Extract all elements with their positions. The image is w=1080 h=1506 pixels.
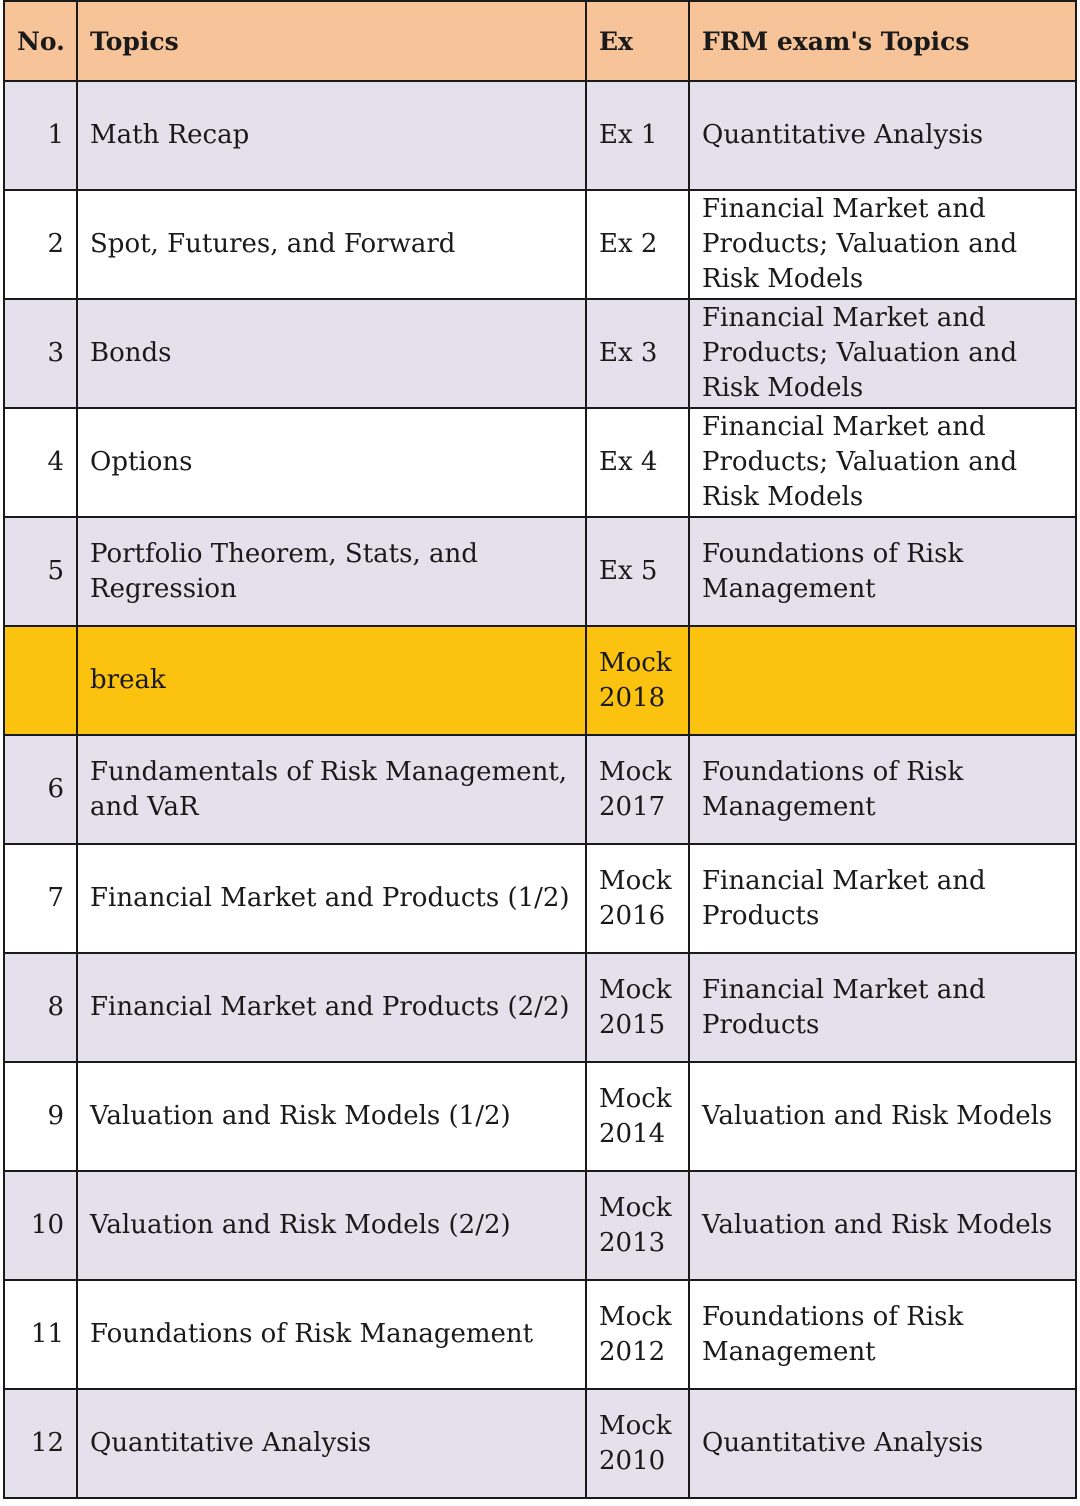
- course-schedule-table: [3, 0, 1077, 1499]
- row-ex: Ex 2: [586, 190, 689, 299]
- row-number: 2: [4, 190, 77, 299]
- row-topic: Valuation and Risk Models (1/2): [77, 1062, 586, 1171]
- row-topic: Financial Market and Products (1/2): [77, 844, 586, 953]
- header-ex: Ex: [586, 1, 689, 81]
- row-frm-topic: Foundations of Risk Management: [689, 1280, 1076, 1389]
- table-row: [4, 953, 1076, 1062]
- row-ex: Ex 3: [586, 299, 689, 408]
- row-ex: Mock 2017: [586, 735, 689, 844]
- row-number: 7: [4, 844, 77, 953]
- row-ex: Ex 1: [586, 81, 689, 190]
- row-number: 11: [4, 1280, 77, 1389]
- row-frm-topic: Financial Market and Products: [689, 844, 1076, 953]
- table-row: [4, 735, 1076, 844]
- table-row: [4, 1389, 1076, 1498]
- row-frm-topic: Financial Market and Products; Valuation and Risk Models: [689, 190, 1076, 299]
- row-ex: Mock 2015: [586, 953, 689, 1062]
- table-row: [4, 517, 1076, 626]
- row-topic: Spot, Futures, and Forward: [77, 190, 586, 299]
- row-number: 12: [4, 1389, 77, 1498]
- row-number: 10: [4, 1171, 77, 1280]
- break-row: [4, 626, 1076, 735]
- row-topic: Quantitative Analysis: [77, 1389, 586, 1498]
- row-topic: Bonds: [77, 299, 586, 408]
- row-frm-topic: Financial Market and Products: [689, 953, 1076, 1062]
- row-topic: Financial Market and Products (2/2): [77, 953, 586, 1062]
- table-row: [4, 1171, 1076, 1280]
- row-topic: break: [77, 626, 586, 735]
- row-ex: Mock 2016: [586, 844, 689, 953]
- row-frm-topic: Financial Market and Products; Valuation and Risk Models: [689, 299, 1076, 408]
- row-number: 8: [4, 953, 77, 1062]
- row-topic: Foundations of Risk Management: [77, 1280, 586, 1389]
- header-topics: Topics: [77, 1, 586, 81]
- header-row: [4, 1, 1076, 81]
- row-topic: Valuation and Risk Models (2/2): [77, 1171, 586, 1280]
- table-row: [4, 299, 1076, 408]
- row-ex: Ex 4: [586, 408, 689, 517]
- table-row: [4, 1280, 1076, 1389]
- row-ex: Mock 2014: [586, 1062, 689, 1171]
- row-topic: Options: [77, 408, 586, 517]
- row-frm-topic: Foundations of Risk Management: [689, 735, 1076, 844]
- table-row: [4, 1062, 1076, 1171]
- row-topic: Fundamentals of Risk Management, and VaR: [77, 735, 586, 844]
- table-row: [4, 190, 1076, 299]
- row-number: 9: [4, 1062, 77, 1171]
- row-topic: Math Recap: [77, 81, 586, 190]
- row-frm-topic: [689, 626, 1076, 735]
- table-row: [4, 408, 1076, 517]
- header-no: No.: [4, 1, 77, 81]
- row-ex: Mock 2010: [586, 1389, 689, 1498]
- row-frm-topic: Quantitative Analysis: [689, 81, 1076, 190]
- row-ex: Ex 5: [586, 517, 689, 626]
- row-number: 6: [4, 735, 77, 844]
- row-topic: Portfolio Theorem, Stats, and Regression: [77, 517, 586, 626]
- row-ex: Mock 2013: [586, 1171, 689, 1280]
- row-frm-topic: Quantitative Analysis: [689, 1389, 1076, 1498]
- row-frm-topic: Financial Market and Products; Valuation and Risk Models: [689, 408, 1076, 517]
- row-number: 1: [4, 81, 77, 190]
- row-frm-topic: Foundations of Risk Management: [689, 517, 1076, 626]
- row-ex: Mock 2018: [586, 626, 689, 735]
- header-frm-topics: FRM exam's Topics: [689, 1, 1076, 81]
- table-row: [4, 81, 1076, 190]
- row-number: 5: [4, 517, 77, 626]
- row-ex: Mock 2012: [586, 1280, 689, 1389]
- table-row: [4, 844, 1076, 953]
- row-frm-topic: Valuation and Risk Models: [689, 1062, 1076, 1171]
- row-number: 3: [4, 299, 77, 408]
- row-frm-topic: Valuation and Risk Models: [689, 1171, 1076, 1280]
- row-number: 4: [4, 408, 77, 517]
- row-number: [4, 626, 77, 735]
